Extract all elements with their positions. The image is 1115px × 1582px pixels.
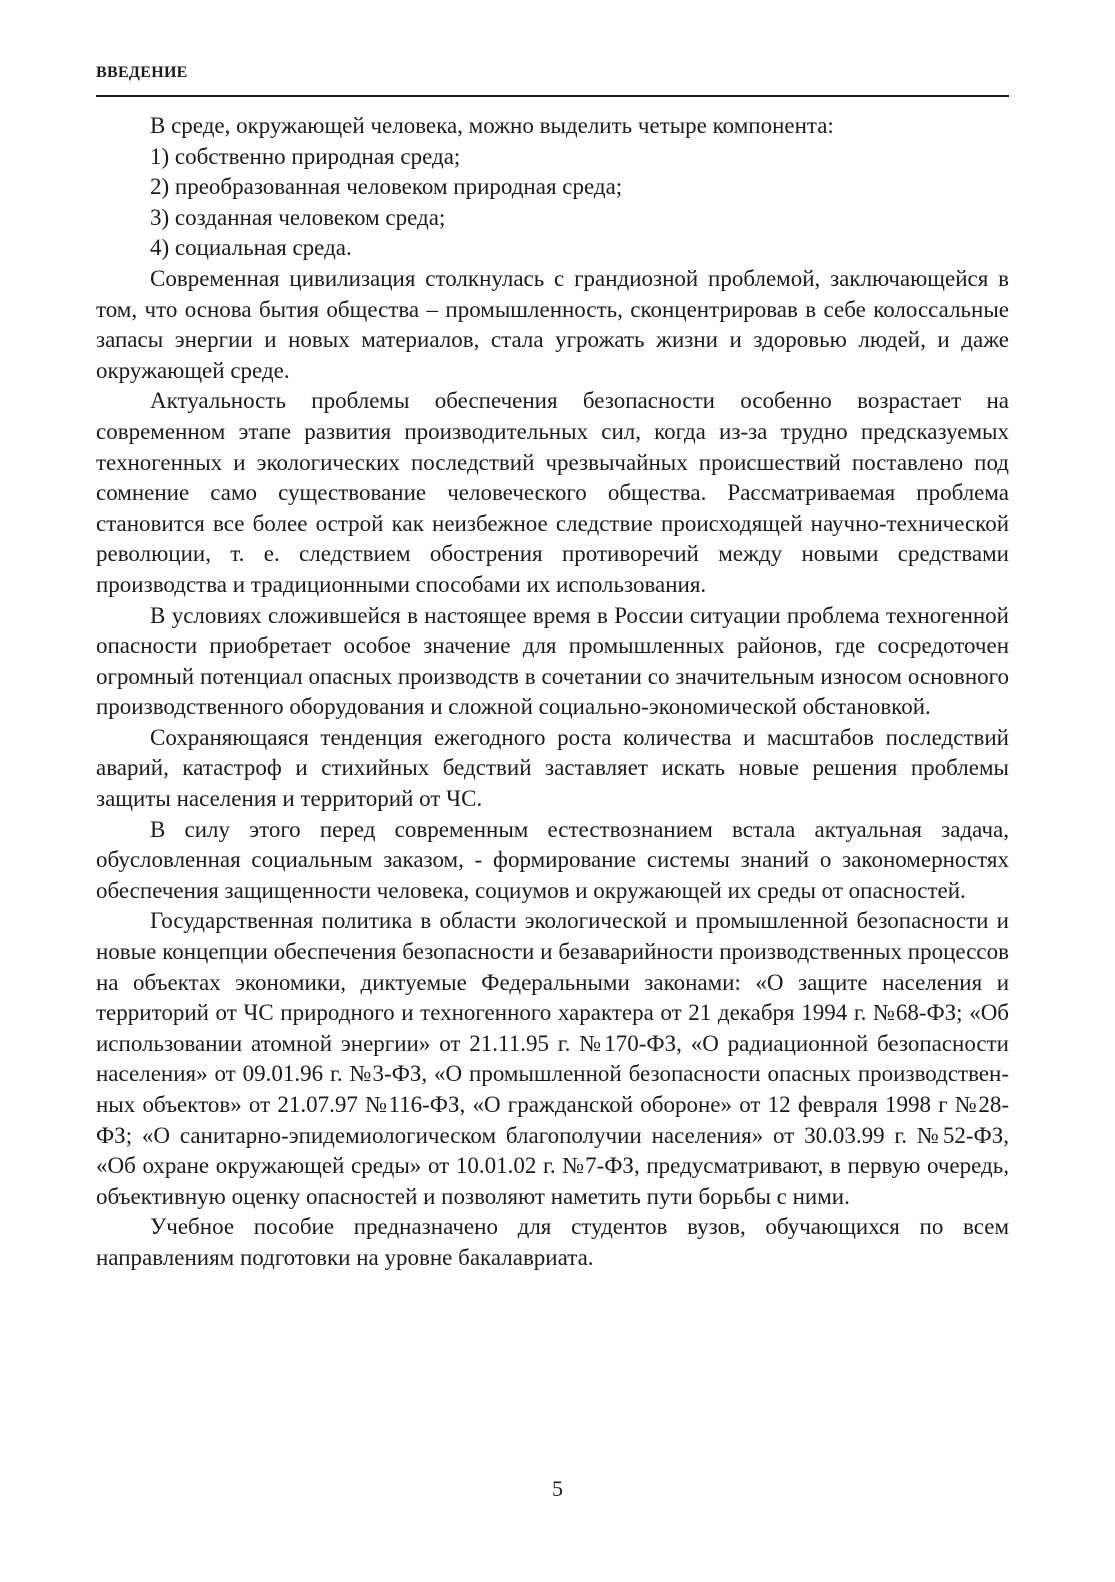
paragraph: В условиях сложившейся в настоящее время в России ситуации проблема техногенной опасности приобретает особое значение для промышленных районов, где сосредоточен огромный потенциал опасных производств в сочетании со значительным износом основного производственного оборудования и сложной социально-экономической обстановкой. — [96, 602, 1009, 720]
paragraph: Сохраняющаяся тенденция ежегодного роста количества и масштабов последствий аварий, катастроф и стихийных бедствий заставляет искать новые решения проблемы защиты населения и территорий от ЧС. — [96, 724, 1009, 812]
body-text — [96, 111, 1009, 1274]
paragraph: Государственная политика в области экологической и промышленной безопасности и новые концепции обеспечения безопасности и безаварийности производственных процессов на объектах экономики, диктуемые Федеральными законами: «О защите населения и территорий от ЧС природного и техногенного характера от 21 декабря 1994 г. №68-ФЗ; «Об использовании атомной энергии» от 21.11.95 г. №170-ФЗ, «О радиационной безопасности населения» от 09.01.96 г. №3-ФЗ, «О промышленной безопасности опасных производственных объектов» от 21.07.97 №116-ФЗ, «О гражданской обороне» от 12 февраля 1998 г №28-ФЗ; «О санитарно-эпидемиологическом благополучии населения» от 30.03.99 г. №52-ФЗ, «Об охране окружающей среды» от 10.01.02 г. №7-ФЗ, предусматривают, в первую очередь, объективную оценку опасностей и позволяют наметить пути борьбы с ними. — [96, 908, 1009, 1209]
component-item: 1) собственно природная среда; — [150, 143, 461, 169]
paragraph: В силу этого перед современным естествознанием встала актуальная задача, обусловленная социальным заказом, - формирование системы знаний о закономерностях обеспечения защищенности человека, социумов и окружающей их среды от опасностей. — [96, 816, 1009, 903]
component-item: 2) преобразованная человеком природная среда; — [150, 174, 623, 200]
component-item: 3) созданная человеком среда; — [150, 204, 446, 230]
page-number: 5 — [552, 1476, 563, 1501]
paragraph: Актуальность проблемы обеспечения безопасности особенно возрастает на современном этапе развития производительных сил, когда из-за трудно предсказуемых техногенных и экологических последствий чрезвычайных происшествий поставлено под сомнение само существование человеческого общества. Рассматриваемая проблема становится все более острой как неизбежное следствие происходящей научно-технической революции, т. е. следствием обострения противоречий между новыми средствами производства и традиционными способами их использования. — [96, 388, 1009, 597]
paragraph: Учебное пособие предназначено для студентов вузов, обучающихся по всем направлениям подготовки на уровне бакалавриата. — [96, 1214, 1009, 1270]
component-item: 4) социальная среда. — [150, 235, 352, 261]
paragraph: Современная цивилизация столкнулась с грандиозной проблемой, заключающейся в том, что основа бытия общества – промышленность, сконцентрировав в себе колоссальные запасы энергии и новых материалов, стала угрожать жизни и здоровью людей, и даже окружающей среде. — [96, 265, 1009, 383]
intro-paragraph: В среде, окружающей человека, можно выделить четыре компонента: — [150, 113, 834, 138]
header-rule — [96, 95, 1009, 97]
running-header: ВВЕДЕНИЕ — [96, 64, 188, 81]
